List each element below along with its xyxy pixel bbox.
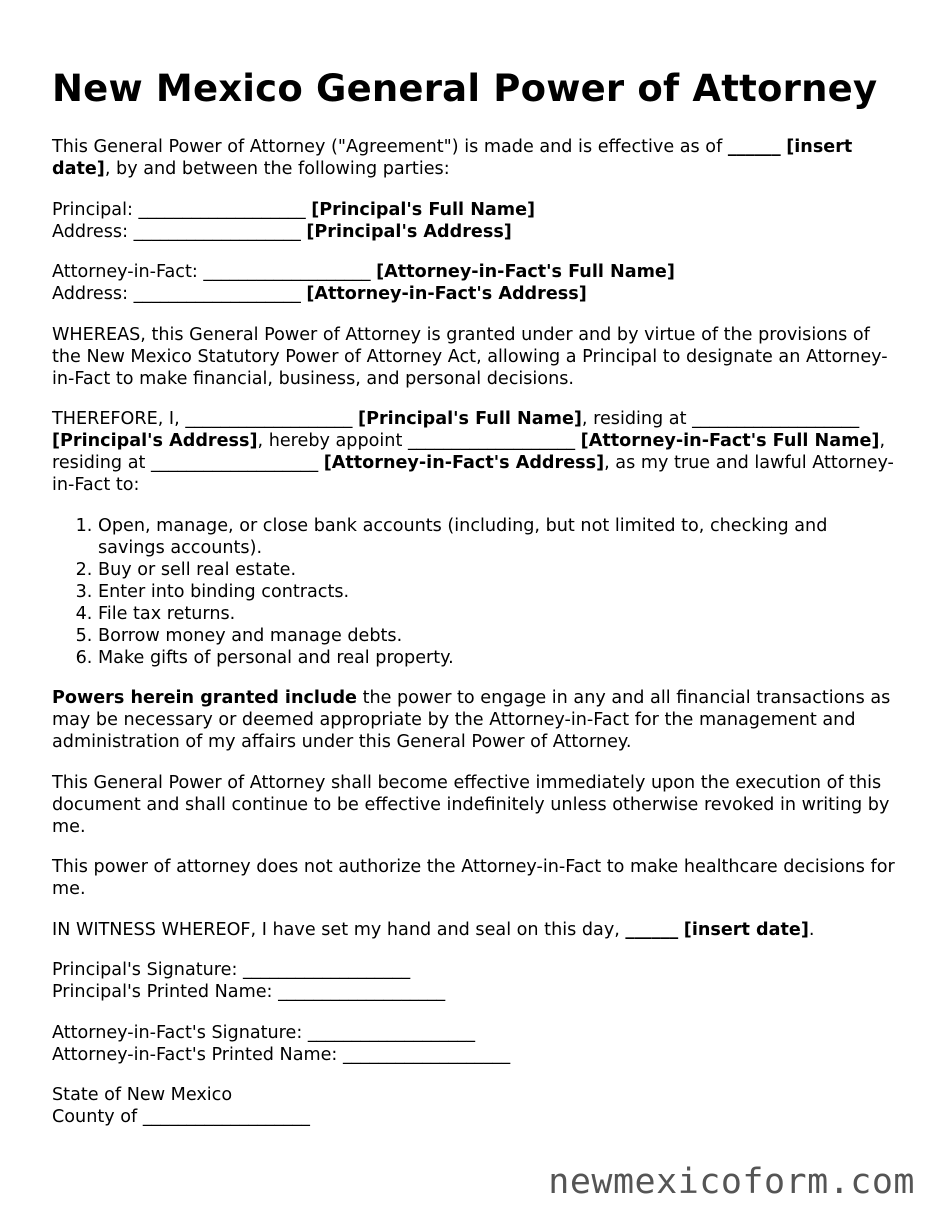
powers-granted-paragraph (52, 687, 897, 753)
attorney-address-placeholder: [Attorney-in-Fact's Address] (306, 284, 587, 304)
document-title: New Mexico General Power of Attorney (52, 67, 878, 110)
printed-name-blank: ___________________ (278, 982, 446, 1002)
principal-name-label: Principal: (52, 199, 133, 220)
attorney-name-label: Attorney-in-Fact: (52, 262, 198, 282)
powers-granted-bold: Powers herein granted include (52, 688, 357, 708)
principal-address-blank: ___________________ (133, 221, 301, 242)
intro-paragraph (52, 136, 897, 180)
whereas-paragraph: WHEREAS, this General Power of Attorney is granted under and by virtue of the provisions of the New Mexico Statutory Power of Attorney Act, allowing a Principal to designate an Attorney-in-Fact to make financial, business, and personal decisions. (52, 324, 888, 389)
attorney-name-placeholder: [Attorney-in-Fact's Full Name] (376, 262, 675, 282)
attorney-signature-block (52, 1022, 897, 1066)
state-label: State of New Mexico (52, 1085, 233, 1105)
principal-address-label: Address: (52, 221, 128, 242)
therefore-text: THEREFORE, I, (52, 409, 180, 429)
principal-name-blank: ___________________ (138, 199, 306, 220)
document-page (52, 66, 897, 1128)
attorney-block (52, 261, 897, 305)
attorney-address-placeholder: [Attorney-in-Fact's Address] (323, 453, 605, 473)
intro-text-end: , by and between the following parties: (104, 159, 450, 179)
therefore-text: , residing at (52, 431, 886, 473)
therefore-text: , as my true and lawful Attorney-in-Fact to: (52, 453, 894, 495)
principal-name-placeholder: [Principal's Full Name] (311, 199, 536, 220)
principal-address-placeholder: [Principal's Address] (52, 431, 258, 451)
site-watermark: newmexicoform.com (548, 1162, 915, 1202)
blank: ___________________ (692, 409, 860, 429)
principal-block (52, 199, 897, 243)
attorney-address-blank: ___________________ (133, 284, 301, 304)
principal-address-placeholder: [Principal's Address] (306, 221, 512, 242)
principal-signature-label: Principal's Signature: (52, 960, 238, 980)
witness-text: IN WITNESS WHEREOF, I have set my hand and seal on this day, (52, 919, 620, 940)
principal-name-placeholder: [Principal's Full Name] (358, 409, 582, 429)
principal-printed-label: Principal's Printed Name: (52, 982, 273, 1002)
signature-blank: ___________________ (242, 960, 411, 980)
intro-text: This General Power of Attorney ("Agreement") is made and is effective as of (52, 137, 723, 157)
date-blank: ______ (625, 919, 679, 940)
effective-paragraph: This General Power of Attorney shall become effective immediately upon the execution of this document and shall continue to be effective indefinitely unless otherwise revoked in writing by me. (52, 772, 890, 837)
list-item: 4. File tax returns. (98, 603, 897, 625)
list-item: 5. Borrow money and manage debts. (98, 625, 897, 647)
witness-paragraph (52, 919, 897, 941)
blank: ___________________ (150, 453, 319, 473)
signature-blank: ___________________ (307, 1022, 476, 1043)
attorney-name-blank: ___________________ (203, 262, 371, 282)
attorney-address-label: Address: (52, 284, 128, 304)
date-blank: ______ (727, 137, 781, 157)
date-placeholder: [insert date] (683, 919, 809, 940)
county-label: County of (52, 1107, 138, 1127)
blank: ___________________ (407, 431, 576, 451)
principal-signature-block (52, 959, 897, 1003)
healthcare-paragraph: This power of attorney does not authorize the Attorney-in-Fact to make healthcare decisions for me. (52, 857, 895, 899)
list-item: 3. Enter into binding contracts. (98, 581, 897, 603)
notary-block (52, 1084, 897, 1128)
blank: ___________________ (185, 409, 353, 429)
date-placeholder: [insert date] (52, 137, 853, 179)
attorney-signature-label: Attorney-in-Fact's Signature: (52, 1022, 303, 1043)
list-item: 2. Buy or sell real estate. (98, 559, 897, 581)
powers-list (52, 515, 897, 669)
attorney-printed-label: Attorney-in-Fact's Printed Name: (52, 1044, 338, 1065)
attorney-name-placeholder: [Attorney-in-Fact's Full Name] (580, 431, 880, 451)
list-item: 1. Open, manage, or close bank accounts (including, but not limited to, checking and savings accounts). (98, 515, 897, 559)
therefore-paragraph (52, 408, 897, 496)
county-blank: ___________________ (142, 1107, 310, 1127)
powers-granted-text: the power to engage in any and all financial transactions as may be necessary or deemed appropriate by the Attorney-in-Fact for the management and administration of my affairs under this General Power of Attorney. (52, 688, 891, 752)
witness-end: . (808, 919, 815, 940)
printed-name-blank: ___________________ (342, 1044, 511, 1065)
therefore-text: , hereby appoint (257, 431, 403, 451)
list-item: 6. Make gifts of personal and real property. (98, 647, 897, 669)
therefore-text: , residing at (581, 409, 687, 429)
